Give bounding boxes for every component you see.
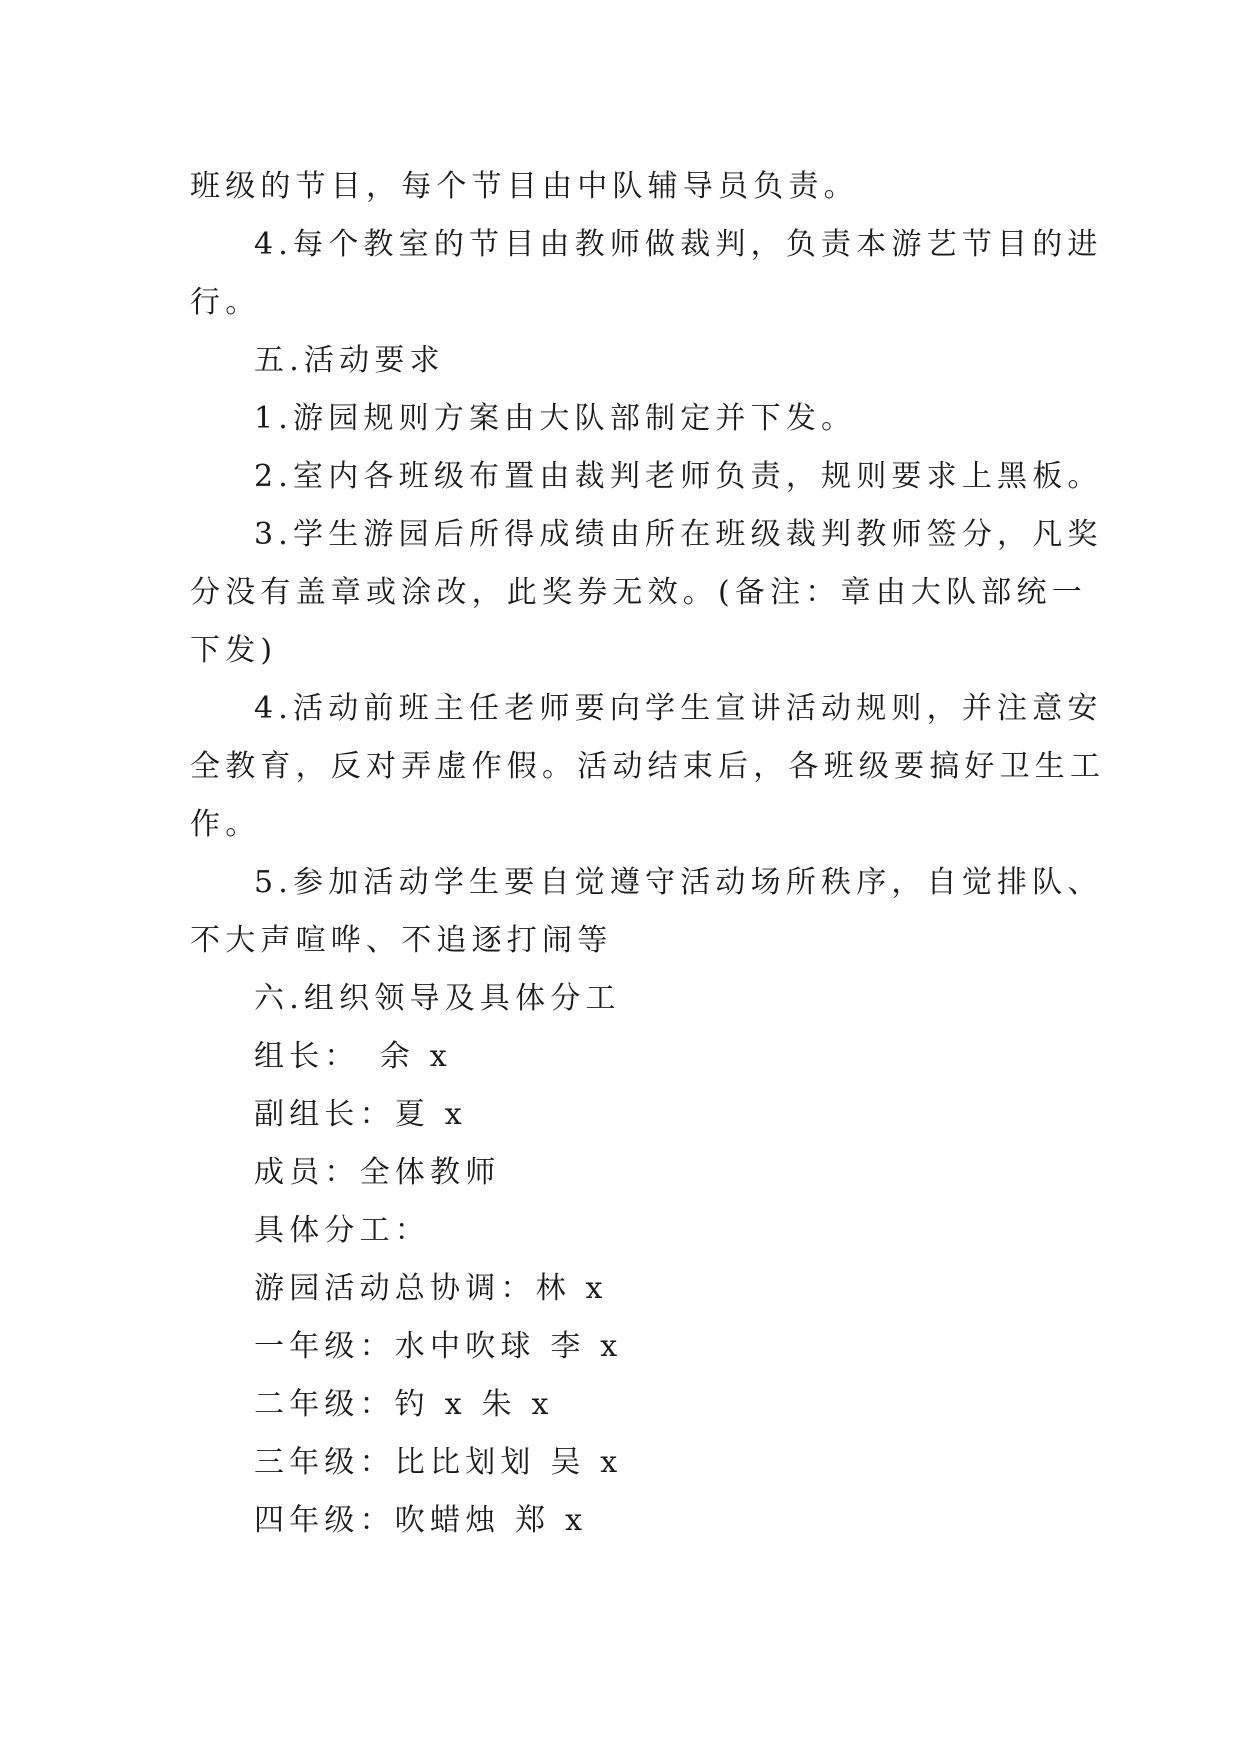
section-heading: 六.组织领导及具体分工 xyxy=(254,981,621,1016)
paragraph-line: 4.每个教室的节目由教师做裁判，负责本游艺节目的进 xyxy=(254,227,1103,262)
paragraph-line: 5.参加活动学生要自觉遵守活动场所秩序，自觉排队、 xyxy=(254,865,1103,900)
paragraph-line: 班级的节目，每个节目由中队辅导员负责。 xyxy=(190,169,859,204)
paragraph-line: 1.游园规则方案由大队部制定并下发。 xyxy=(254,401,857,436)
roster-line: 三年级：比比划划 吴 x xyxy=(254,1445,623,1480)
roster-line: 游园活动总协调：林 x xyxy=(254,1271,608,1306)
roster-line: 具体分工： xyxy=(254,1213,430,1248)
roster-line: 副组长：夏 x xyxy=(254,1097,467,1132)
roster-line: 四年级：吹蜡烛 郑 x xyxy=(254,1503,588,1538)
document-body xyxy=(190,158,1106,1550)
paragraph-line: 4.活动前班主任老师要向学生宣讲活动规则，并注意安 xyxy=(254,691,1103,726)
paragraph-line: 全教育，反对弄虚作假。活动结束后，各班级要搞好卫生工 xyxy=(190,749,1106,784)
paragraph-line: 3.学生游园后所得成绩由所在班级裁判教师签分，凡奖 xyxy=(254,517,1103,552)
roster-line: 组长： 余 x xyxy=(254,1039,452,1074)
roster-line: 一年级：水中吹球 李 x xyxy=(254,1329,623,1364)
paragraph-line: 下发) xyxy=(190,633,278,668)
paragraph-line: 行。 xyxy=(190,285,261,320)
section-heading: 五.活动要求 xyxy=(254,343,445,378)
paragraph-line: 作。 xyxy=(190,807,261,842)
roster-line: 成员：全体教师 xyxy=(254,1155,501,1190)
paragraph-line: 2.室内各班级布置由裁判老师负责，规则要求上黑板。 xyxy=(254,459,1103,494)
paragraph-line: 不大声喧哗、不追逐打闹等 xyxy=(190,923,613,958)
paragraph-line: 分没有盖章或涂改，此奖券无效。(备注：章由大队部统一 xyxy=(190,575,1087,610)
roster-line: 二年级：钓 x 朱 x xyxy=(254,1387,554,1422)
